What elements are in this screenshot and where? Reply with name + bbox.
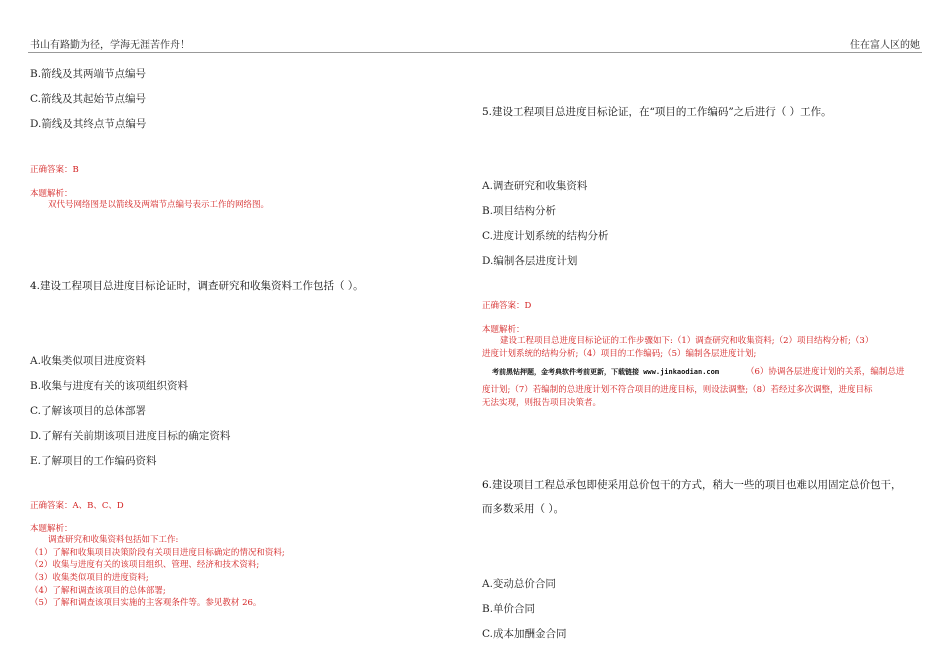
question-4: 4.建设工程项目总进度目标论证时，调查研究和收集资料工作包括（ ）。 — [30, 280, 364, 292]
q4-option-c: C.了解该项目的总体部署 — [30, 405, 146, 417]
q4-correct-answer: 正确答案：A、B、C、D — [30, 501, 124, 511]
analysis-text: 双代号网络图是以箭线及两端节点编号表示工作的网络图。 — [48, 200, 270, 210]
option-d: D.箭线及其终点节点编号 — [30, 118, 147, 130]
q4-analysis-label: 本题解析： — [30, 524, 73, 534]
option-b: B.箭线及其两端节点编号 — [30, 68, 147, 80]
q5-analysis-line: （6）协调各层进度计划的关系，编制总进 — [746, 367, 905, 377]
q5-analysis-line: 度计划;（7）若编制的总进度计划不符合项目的进度目标，则设法调整;（8）若经过多次调整，进度目标 — [482, 385, 873, 395]
q4-analysis-line: 调查研究和收集资料包括如下工作: — [48, 535, 179, 545]
q5-correct-answer: 正确答案：D — [482, 301, 532, 311]
q5-option-a: A.调查研究和收集资料 — [482, 180, 588, 192]
q4-analysis-line: （1）了解和收集项目决策阶段有关项目进度目标确定的情况和资料; — [30, 548, 285, 558]
question-6-cont: 而多数采用（ ）。 — [482, 503, 565, 515]
q5-analysis-line: 无法实现，则报告项目决策者。 — [482, 398, 602, 408]
q4-option-d: D.了解有关前期该项目进度目标的确定资料 — [30, 430, 231, 442]
q4-option-e: E.了解项目的工作编码资料 — [30, 455, 157, 467]
analysis-label: 本题解析： — [30, 189, 73, 199]
option-c: C.箭线及其起始节点编号 — [30, 93, 146, 105]
q4-analysis-line: （3）收集类似项目的进度资料; — [30, 573, 149, 583]
q5-option-c: C.进度计划系统的结构分析 — [482, 230, 609, 242]
q6-option-b: B.单价合同 — [482, 603, 536, 615]
question-5: 5.建设工程项目总进度目标论证，在“项目的工作编码”之后进行（ ）工作。 — [482, 106, 832, 118]
q6-option-c: C.成本加酬金合同 — [482, 628, 567, 640]
header-motto: 书山有路勤为径，学海无涯苦作舟！ — [30, 40, 190, 51]
q5-analysis-line: 建设工程项目总进度目标论证的工作步骤如下:（1）调查研究和收集资料;（2）项目结构分析;（3） — [500, 336, 874, 346]
correct-answer: 正确答案：B — [30, 165, 79, 175]
q5-analysis-line: 进度计划系统的结构分析;（4）项目的工作编码;（5）编制各层进度计划; — [482, 349, 757, 359]
q5-option-b: B.项目结构分析 — [482, 205, 557, 217]
question-6: 6.建设项目工程总承包即使采用总价包干的方式，稍大一些的项目也难以用固定总价包干， — [482, 479, 902, 491]
promo-banner: 考前黑钻押题，金考典软件考前更新，下载链接 www.jinkaodian.com — [492, 368, 720, 376]
q4-option-a: A.收集类似项目进度资料 — [30, 355, 146, 367]
q5-analysis-label: 本题解析： — [482, 325, 525, 335]
header-author: 住在富人区的她 — [850, 40, 920, 51]
header-divider — [28, 52, 922, 53]
q5-option-d: D.编制各层进度计划 — [482, 255, 578, 267]
q4-analysis-line: （2）收集与进度有关的该项目组织、管理、经济和技术资料; — [30, 560, 260, 570]
q4-analysis-line: （5）了解和调查该项目实施的主客观条件等。参见教材 26。 — [30, 598, 262, 608]
q4-analysis-line: （4）了解和调查该项目的总体部署; — [30, 586, 166, 596]
q4-option-b: B.收集与进度有关的该项组织资料 — [30, 380, 189, 392]
q6-option-a: A.变动总价合同 — [482, 578, 556, 590]
